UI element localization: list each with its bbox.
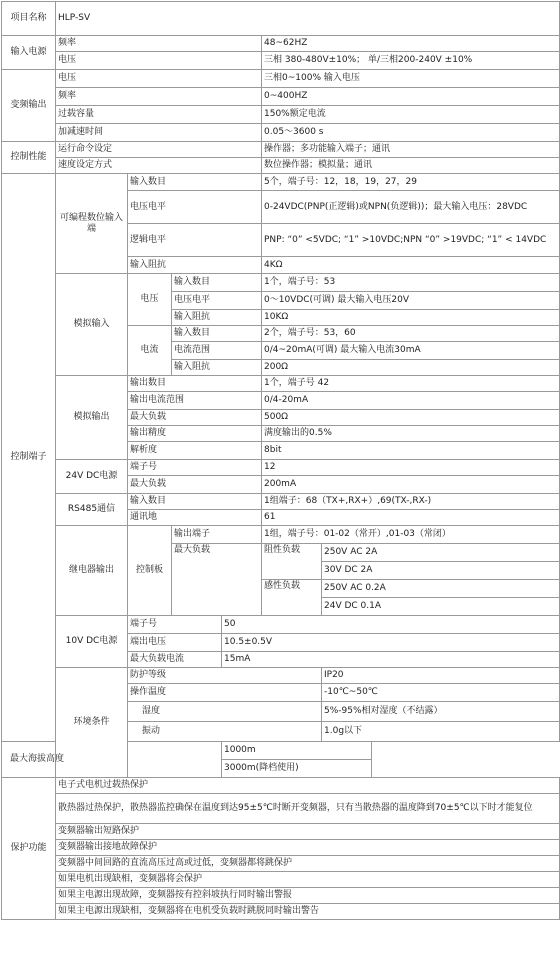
item-name-cell: 项目名称 xyxy=(2,2,56,36)
terminal-row xyxy=(2,526,560,544)
env-label: 湿度 xyxy=(128,702,322,722)
terminal-label: 输入数目 xyxy=(172,274,262,292)
terminal-row xyxy=(2,274,560,292)
control-board-subgroup: 控制板 xyxy=(128,526,172,616)
protect-row xyxy=(2,856,560,872)
vfd-label: 频率 xyxy=(56,88,262,106)
terminal-label: 端出电压 xyxy=(128,634,222,652)
current-subgroup: 电流 xyxy=(128,326,172,376)
terminal-label: 通讯地 xyxy=(128,510,262,526)
terminal-value: 200Ω xyxy=(262,360,560,376)
protect-item: 变频器输出短路保护 xyxy=(56,824,560,840)
terminal-label: 输入数目 xyxy=(172,326,262,342)
terminal-value: 200mA xyxy=(262,476,560,494)
protect-row xyxy=(2,872,560,888)
altitude-value: 1000m xyxy=(222,742,372,760)
altitude-value: 3000m(降档使用) xyxy=(222,760,372,778)
terminal-value: 5个，端子号：12，18，19，27，29 xyxy=(262,174,560,191)
terminal-value: 10.5±0.5V xyxy=(222,634,560,652)
env-label: 防护等级 xyxy=(128,668,322,684)
relay-load-value: 24V DC 0.1A xyxy=(322,598,560,616)
vfd-row xyxy=(2,106,560,124)
power-category: 输入电源 xyxy=(2,36,56,70)
inductive-load-label: 感性负载 xyxy=(262,580,322,616)
spec-sheet xyxy=(1,1,559,957)
voltage-subgroup: 电压 xyxy=(128,274,172,326)
terminal-value: PNP: “0” <5VDC; “1” >10VDC;NPN “0” >19VDC; “1” < 14VDC xyxy=(262,224,560,257)
env-label: 振动 xyxy=(128,722,322,742)
vfd-row xyxy=(2,70,560,88)
terminal-label: 输出精度 xyxy=(128,426,262,442)
control-value: 数位操作器；模拟量；通讯 xyxy=(262,158,560,174)
terminal-row xyxy=(2,376,560,392)
vfd-label: 电压 xyxy=(56,70,262,88)
terminal-label: 输出数目 xyxy=(128,376,262,392)
env-value: IP20 xyxy=(322,668,560,684)
protect-item: 如果主电源出现故障，变频器按有控斜坡执行同时输出警报 xyxy=(56,888,560,904)
resistive-load-label: 阻性负载 xyxy=(262,544,322,580)
vfd-row xyxy=(2,124,560,142)
vfd-value: 0.05～3600 s xyxy=(262,124,560,142)
protect-row xyxy=(2,904,560,920)
protect-item: 变频器输出接地故障保护 xyxy=(56,840,560,856)
relay-output-value: 1组，端子号：01-02（常开）,01-03（常闭） xyxy=(262,526,560,544)
protect-item: 变频器中间回路的直流高压过高或过低，变频器都将跳保护 xyxy=(56,856,560,872)
terminal-value: 0-24VDC(PNP(正逻辑)或NPN(负逻辑))；最大输入电压：28VDC xyxy=(262,191,560,224)
terminal-value: 4KΩ xyxy=(262,257,560,274)
digital-input-group: 可编程数位输入端 xyxy=(56,174,128,274)
dc24-group: 24V DC电源 xyxy=(56,460,128,494)
analog-output-group: 模拟输出 xyxy=(56,376,128,460)
env-label: 操作温度 xyxy=(128,684,322,702)
power-value: 48~62HZ xyxy=(262,36,560,52)
terminal-label: 输入数目 xyxy=(128,174,262,191)
relay-load-value: 30V DC 2A xyxy=(322,562,560,580)
terminal-row xyxy=(2,174,560,191)
power-row xyxy=(2,52,560,70)
terminal-label: 逻辑电平 xyxy=(128,224,262,257)
terminal-label: 电流范围 xyxy=(172,342,262,360)
env-row xyxy=(2,668,560,684)
terminal-value: 8bit xyxy=(262,442,560,460)
protect-row xyxy=(2,794,560,824)
protect-item: 如果电机出现缺相，变频器将会保护 xyxy=(56,872,560,888)
terminal-value: 2个，端子号：53，60 xyxy=(262,326,560,342)
protect-item: 散热器过热保护，散热器监控确保在温度到达95±5℃时断开变频器，只有当散热器的温度降到70±5℃以下时才能复位 xyxy=(56,794,560,824)
terminals-category: 控制端子 xyxy=(2,174,56,742)
terminal-label: 输出电流范围 xyxy=(128,392,262,410)
env-value: 5%-95%相对湿度（不结露） xyxy=(322,702,560,722)
rs485-group: RS485通信 xyxy=(56,494,128,526)
terminal-label: 输入阻抗 xyxy=(128,257,262,274)
terminal-value: 500Ω xyxy=(262,410,560,426)
terminal-label: 最大负载 xyxy=(128,410,262,426)
terminal-label: 输入数目 xyxy=(128,494,262,510)
protect-category: 保护功能 xyxy=(2,778,56,920)
control-value: 操作器；多功能输入端子；通讯 xyxy=(262,142,560,158)
protect-row xyxy=(2,824,560,840)
env-value: -10℃~50℃ xyxy=(322,684,560,702)
control-row xyxy=(2,142,560,158)
relay-load-label: 最大负载 xyxy=(172,544,262,616)
spec-table xyxy=(1,1,560,920)
terminal-label: 电压电平 xyxy=(172,292,262,310)
terminal-value: 10KΩ xyxy=(262,310,560,326)
control-row xyxy=(2,158,560,174)
terminal-value: 61 xyxy=(262,510,560,526)
terminal-row xyxy=(2,616,560,634)
env-category: 环境条件 xyxy=(56,668,128,778)
analog-input-group: 模拟输入 xyxy=(56,274,128,376)
protect-row xyxy=(2,840,560,856)
terminal-label: 电压电平 xyxy=(128,191,262,224)
terminal-label: 端子号 xyxy=(128,460,262,476)
terminal-value: 1组端子：68（TX+,RX+）,69(TX-,RX-) xyxy=(262,494,560,510)
relay-load-value: 250V AC 2A xyxy=(322,544,560,562)
vfd-category: 变频输出 xyxy=(2,70,56,142)
control-category: 控制性能 xyxy=(2,142,56,174)
vfd-value: 三相0~100% 输入电压 xyxy=(262,70,560,88)
protect-item: 电子式电机过载热保护 xyxy=(56,778,560,794)
terminal-value: 15mA xyxy=(222,652,560,668)
terminal-label: 解析度 xyxy=(128,442,262,460)
env-value: 1.0g以下 xyxy=(322,722,560,742)
control-label: 运行命令设定 xyxy=(56,142,262,158)
terminal-label: 最大负载 xyxy=(128,476,262,494)
terminal-value: 50 xyxy=(222,616,560,634)
relay-load-value: 250V AC 0.2A xyxy=(322,580,560,598)
terminal-label: 端子号 xyxy=(128,616,222,634)
terminal-row xyxy=(2,460,560,476)
terminal-row xyxy=(2,494,560,510)
terminal-value: 12 xyxy=(262,460,560,476)
model-cell: HLP-SV xyxy=(56,2,560,36)
vfd-label: 加减速时间 xyxy=(56,124,262,142)
power-value: 三相 380-480V±10%； 单/三相200-240V ±10% xyxy=(262,52,560,70)
terminal-value: 1个，端子号 42 xyxy=(262,376,560,392)
terminal-value: 0/4~20mA(可调) 最大输入电流30mA xyxy=(262,342,560,360)
relay-output-label: 输出端子 xyxy=(172,526,262,544)
terminal-label: 最大负载电流 xyxy=(128,652,222,668)
terminal-label: 输入阻抗 xyxy=(172,310,262,326)
env-row xyxy=(2,742,560,760)
terminal-value: 0/4-20mA xyxy=(262,392,560,410)
protect-row xyxy=(2,778,560,794)
dc10-group: 10V DC电源 xyxy=(56,616,128,668)
vfd-label: 过载容量 xyxy=(56,106,262,124)
protect-item: 如果主电源出现缺相，变频器将在电机受负载时跳脱同时输出警告 xyxy=(56,904,560,920)
vfd-row xyxy=(2,88,560,106)
power-row xyxy=(2,36,560,52)
terminal-value: 满度输出的0.5% xyxy=(262,426,560,442)
terminal-value: 0～10VDC(可调) 最大输入电压20V xyxy=(262,292,560,310)
terminal-label: 输入阻抗 xyxy=(172,360,262,376)
power-label: 电压 xyxy=(56,52,262,70)
altitude-label: 最大海拔高度 xyxy=(2,742,222,778)
relay-group: 继电器输出 xyxy=(56,526,128,616)
control-label: 速度设定方式 xyxy=(56,158,262,174)
power-label: 频率 xyxy=(56,36,262,52)
protect-row xyxy=(2,888,560,904)
vfd-value: 0~400HZ xyxy=(262,88,560,106)
header-row xyxy=(2,2,560,36)
vfd-value: 150%额定电流 xyxy=(262,106,560,124)
terminal-value: 1个，端子号：53 xyxy=(262,274,560,292)
